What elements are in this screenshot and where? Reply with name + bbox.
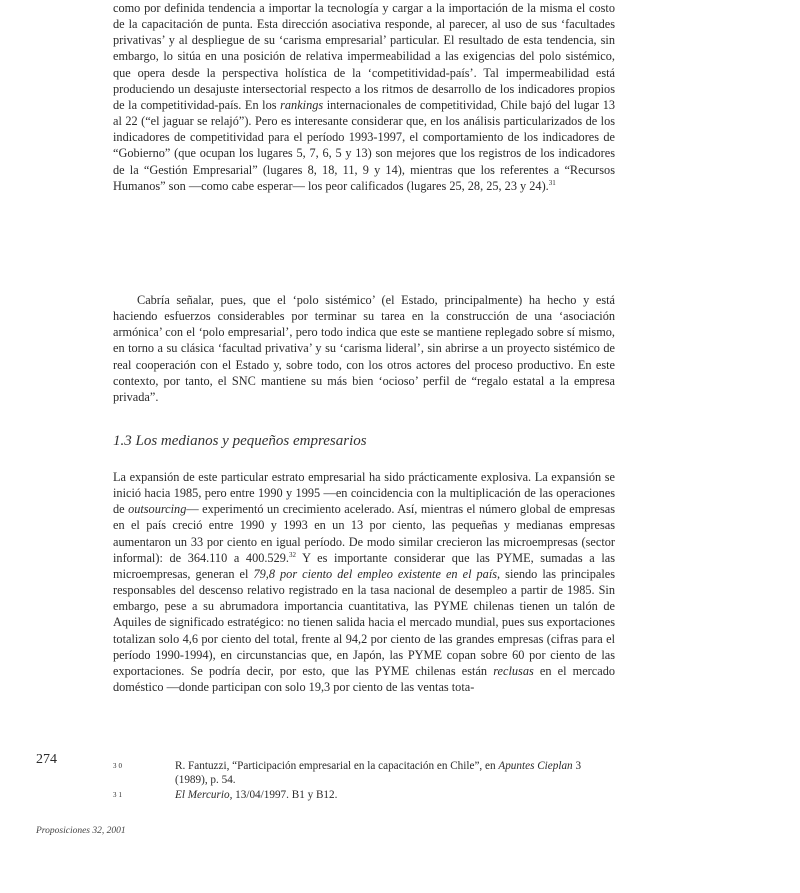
section-heading: 1.3 Los medianos y pequeños empresarios [113, 433, 367, 449]
paragraph-3: La expansión de este particular estrato empresarial ha sido prácticamente explosiva. La expansión se inició hacia 1985, pero entre 1990 y 1995 —en coincidencia con la multiplicación de las operaciones de outsourcing— experimentó un crecimiento acelerado. Así, mientras el número global de empresas en el país creció entre 1990 y 1993 en un 13 por ciento, las pequeñas y medianas empresas aumentaron un 33 por ciento en igual período. De modo similar crecieron las microempresas (sector informal): de 364.110 a 400.529.32 Y es importante considerar que las PYME, sumadas a las microempresas, generan el 79,8 por ciento del empleo existente en el país, siendo las principales responsables del descenso relativo registrado en la tasa nacional de desempleo a partir de 1985. Sin embargo, pese a su abrumadora importancia cuantitativa, las PYME chilenas tienen un talón de Aquiles de significado estratégico: no tienen salida hacia el mercado mundial, pues sus exportaciones totalizan solo 4,6 por ciento del total, frente al 94,2 por ciento de las grandes empresas (cifras para el período 1990-1994), en circunstancias que, en Japón, las PYME copan sobre 60 por ciento de las exportaciones. Se podría decir, por esto, que las PYME chilenas están reclusas en el mercado doméstico —donde participan con solo 19,3 por ciento de las ventas tota- [113, 470, 616, 695]
footnote: 30 R. Fantuzzi, “Participación empresarial en la capacitación en Chile”, en Apuntes Cieplan 3 (1989), p. 54. [113, 760, 582, 786]
footnotes [113, 759, 615, 803]
paragraph-2: Cabría señalar, pues, que el ‘polo sistémico’ (el Estado, principalmente) ha hecho y está haciendo esfuerzos considerables por terminar su tarea en la construcción de una ‘asociación armónica’ con el ‘polo empresarial’, pero todo indica que este se mantiene replegado sobre sí mismo, en torno a su clásica ‘facultad privativa’ y su ‘carisma lideral’, sin abrirse a un proyecto sistémico de real cooperación con el Estado y, sobre todo, con los otros actores del proceso productivo. En este contexto, por tanto, el SNC mantiene su más bien ‘ocioso’ perfil de “regalo estatal a la empresa privada”. [113, 293, 615, 404]
footnote: 31 El Mercurio, 13/04/1997. B1 y B12. [113, 789, 338, 801]
footnote-number: 31 [113, 791, 124, 799]
journal-footer: Proposiciones 32, 2001 [36, 826, 126, 836]
page-number: 274 [36, 752, 57, 767]
paragraph-2-wrap [113, 292, 615, 405]
footnote-number: 30 [113, 762, 124, 770]
paragraph-3-wrap [113, 469, 615, 695]
paragraph-1: como por definida tendencia a importar la tecnología y cargar a la importación de la misma el costo de la capacitación de punta. Esta dirección asociativa responde, al parecer, al uso de sus ‘facultades privativas’ y al despliegue de su ‘carisma empresarial’ particular. El resultado de esta tendencia, sin embargo, lo sitúa en una posición de relativa impermeabilidad a las exigencias del polo sistémico, que opera desde la perspectiva holística de la ‘competitividad-país’. Tal impermeabilidad está produciendo un desajuste intersectorial respecto a los ritmos de desarrollo de los indicadores propios de la competitividad-país. En los rankings internacionales de competitividad, Chile bajó del lugar 13 al 22 (“el jaguar se relajó”). Pero es interesante considerar que, en los análisis particularizados de los indicadores de competitividad para el período 1993-1997, el comportamiento de los indicadores de “Gobierno” (que ocupan los lugares 5, 7, 6, 5 y 13) son mejores que los registros de los indicadores de la “Gestión Empresarial” (lugares 8, 18, 11, 9 y 14), mientras que los referentes a “Recursos Humanos” son —como cabe esperar— los peor calificados (lugares 25, 28, 25, 23 y 24).$^{31}$ [113, 1, 616, 193]
